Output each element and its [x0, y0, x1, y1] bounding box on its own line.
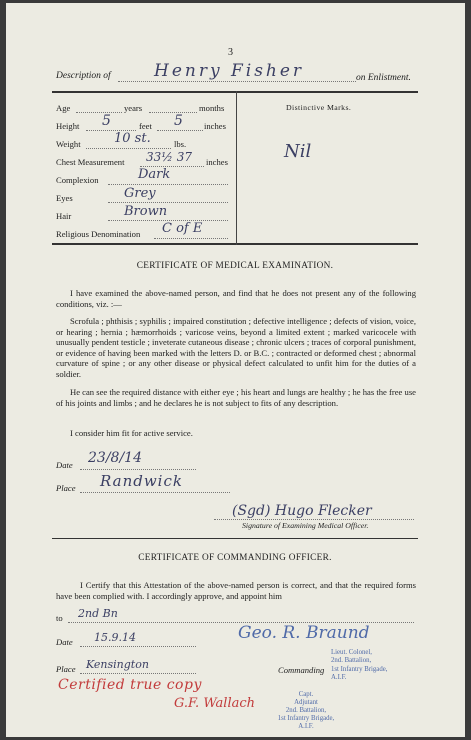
- distinctive-marks-label: Distinctive Marks.: [286, 103, 352, 112]
- distinctive-marks-value: Nil: [284, 141, 312, 162]
- eyes-value: Grey: [124, 186, 156, 201]
- commanding-certificate-title: CERTIFICATE OF COMMANDING OFFICER.: [138, 553, 332, 563]
- hair-value: Brown: [124, 204, 168, 219]
- height-feet-value: 5: [102, 113, 111, 129]
- fit-for-service-statement: I consider him fit for active service.: [70, 428, 193, 438]
- chest-value: 33½ 37: [146, 150, 192, 164]
- commanding-stamp: Lieut. Colonel, 2nd. Battalion, 1st Infantry Brigade, A.I.F.: [331, 649, 388, 682]
- commanding-paragraph: I Certify that this Attestation of the above-named person is correct, and that the required forms have been complied with. I accordingly approve, and appoint him: [56, 580, 416, 601]
- commanding-label: Commanding: [278, 665, 325, 675]
- adjutant-stamp: Capt. Adjutant 2nd. Battalion, 1st Infantry Brigade, A.I.F.: [277, 691, 335, 730]
- medical-date-label: Date: [56, 460, 73, 470]
- page-number: 3: [228, 47, 233, 58]
- religion-value: C of E: [162, 221, 203, 236]
- religion-label: Religious Denomination: [56, 229, 141, 239]
- appoint-to-value: 2nd Bn: [78, 607, 118, 620]
- medical-conditions-paragraph: Scrofula ; phthisis ; syphilis ; impaired constitution ; defective intelligence ; defects of vision, voice, or hearing ; hernia ; hæmorrhoids ; varicose veins, beyond a limited extent ; marked varicocele with unusually pendent testicle ; inveterate cutaneous disease ; chronic ulcers ; traces of corporal punishment, or evidence of having been marked with the letters D. or B.C. ; contracted or deformed chest ; abnormal curvature of spine ; or any other disease or physical defect calculated to unfit him for the duties of a soldier.: [56, 316, 416, 379]
- medical-place-label: Place: [56, 483, 76, 493]
- age-label: Age: [56, 103, 71, 113]
- hair-label: Hair: [56, 211, 72, 221]
- chest-label: Chest Measurement: [56, 157, 125, 167]
- attestation-page: [6, 3, 465, 737]
- inches-label: inches: [204, 121, 226, 131]
- commanding-place-label: Place: [56, 664, 76, 674]
- appoint-to-label: to: [56, 613, 63, 623]
- recruit-name: Henry Fisher: [154, 61, 305, 81]
- medical-paragraph-1: I have examined the above-named person, and find that he does not present any of the following conditions, viz. :—: [56, 288, 416, 309]
- lbs-label: lbs.: [174, 139, 187, 149]
- years-label: years: [124, 103, 143, 113]
- description-label: Description of: [56, 71, 111, 81]
- medical-officer-signature: (Sgd) Hugo Flecker: [232, 503, 372, 519]
- medical-place-value: Randwick: [100, 472, 183, 490]
- medical-paragraph-3: He can see the required distance with either eye ; his heart and lungs are healthy ; he has the free use of his joints and limbs ; and he declares he is not subject to fits of any description.: [56, 387, 416, 408]
- height-inches-value: 5: [174, 113, 183, 129]
- weight-value: 10 st.: [114, 131, 151, 146]
- commanding-officer-signature: Geo. R. Braund: [238, 623, 370, 643]
- section-rule: [52, 538, 418, 539]
- complexion-label: Complexion: [56, 175, 99, 185]
- certifying-signature: G.F. Wallach: [174, 696, 256, 711]
- chest-inches-label: inches: [206, 157, 228, 167]
- description-suffix: on Enlistment.: [356, 73, 411, 83]
- commanding-place-value: Kensington: [86, 658, 149, 671]
- weight-label: Weight: [56, 139, 81, 149]
- feet-label: feet: [139, 121, 152, 131]
- months-label: months: [199, 103, 225, 113]
- medical-signature-caption: Signature of Examining Medical Officer.: [242, 521, 369, 530]
- medical-certificate-title: CERTIFICATE OF MEDICAL EXAMINATION.: [136, 261, 334, 271]
- box-top-rule: [52, 91, 418, 93]
- certified-true-copy: Certified true copy: [58, 677, 202, 693]
- box-divider: [236, 91, 237, 245]
- box-bottom-rule: [52, 243, 418, 245]
- medical-date-value: 23/8/14: [88, 450, 142, 466]
- eyes-label: Eyes: [56, 193, 73, 203]
- description-rule: [118, 81, 356, 82]
- complexion-value: Dark: [138, 167, 171, 182]
- commanding-date-label: Date: [56, 637, 73, 647]
- commanding-date-value: 15.9.14: [94, 631, 136, 644]
- height-label: Height: [56, 121, 80, 131]
